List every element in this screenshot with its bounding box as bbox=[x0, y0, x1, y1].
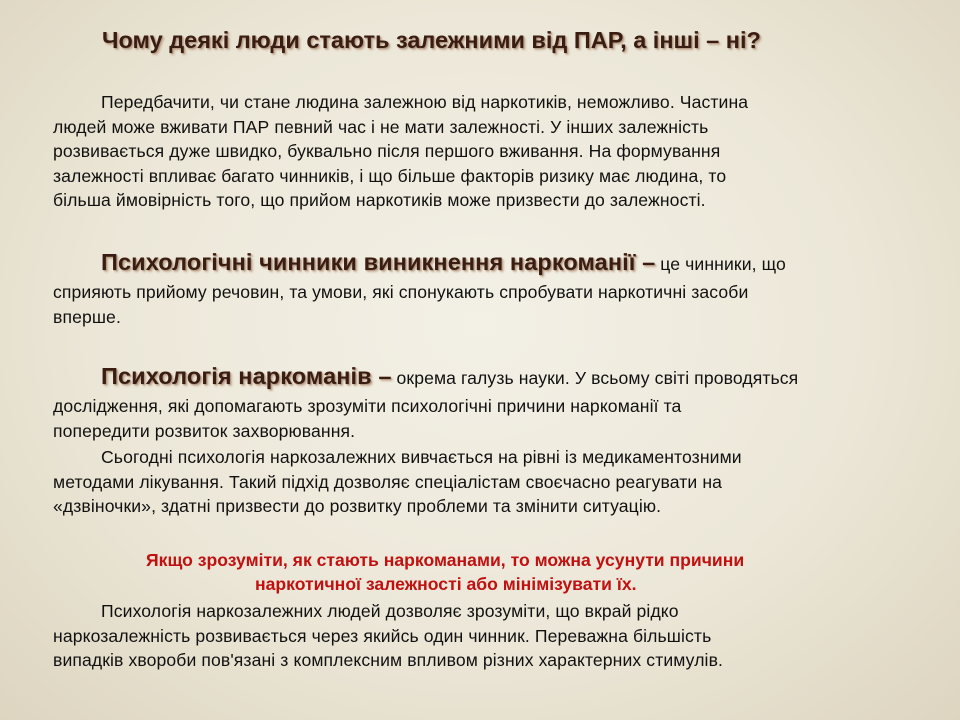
text-run: це чинники, що bbox=[655, 254, 786, 274]
text-line: «дзвіночки», здатні призвести до розвитку проблеми та змінити ситуацію. bbox=[53, 496, 662, 517]
paragraph-conclusion bbox=[53, 599, 913, 673]
paragraph-psychological-factors bbox=[53, 250, 913, 329]
text-run: окрема галузь науки. У всьому світі проводяться bbox=[391, 368, 799, 388]
text-line: сприяють прийому речовин, та умови, які спонукають спробувати наркотичні засоби bbox=[53, 282, 749, 302]
text-line: людей може вживати ПАР певний час і не мати залежності. У інших залежність bbox=[53, 116, 709, 137]
paragraph-psychology-of-addicts bbox=[53, 364, 913, 443]
text-line: наркозалежність розвивається через якийсь один чинник. Переважна більшість bbox=[53, 625, 712, 646]
text-line: випадків хвороби пов'язані з комплексним впливом різних характерних стимулів. bbox=[53, 650, 723, 671]
slide-title: Чому деякі люди стають залежними від ПАР, а інші – ні? bbox=[102, 27, 761, 53]
text-line: дослідження, які допомагають зрозуміти психологічні причини наркоманії та bbox=[53, 396, 682, 416]
highlight-line: наркотичної залежності або мінімізувати їх. bbox=[255, 574, 637, 594]
text-line: розвивається дуже швидко, буквально після першого вживання. На формування bbox=[53, 141, 721, 162]
text-line: попередити розвиток захворювання. bbox=[53, 420, 356, 441]
text-line bbox=[53, 250, 913, 280]
section-heading: Психологічні чинники виникнення наркоманії – bbox=[101, 249, 656, 275]
text-line: Передбачити, чи стане людина залежною від наркотиків, неможливо. Частина bbox=[101, 92, 749, 112]
text-line: вперше. bbox=[53, 306, 121, 327]
text-line: методами лікування. Такий підхід дозволяє спеціалістам своєчасно реагувати на bbox=[53, 471, 723, 492]
text-line bbox=[53, 364, 913, 394]
paragraph-today bbox=[53, 445, 913, 519]
paragraph-intro bbox=[53, 90, 913, 213]
text-line: Сьогодні психологія наркозалежних вивчається на рівні із медикаментозними bbox=[101, 447, 742, 467]
text-line: більша ймовірність того, що прийом наркотиків може призвести до залежності. bbox=[53, 190, 706, 211]
text-line: Психологія наркозалежних людей дозволяє зрозуміти, що вкрай рідко bbox=[101, 601, 679, 621]
highlight-line: Якщо зрозуміти, як стають наркоманами, то можна усунути причини bbox=[146, 550, 745, 570]
text-line: залежності впливає багато чинників, і що більше факторів ризику має людина, то bbox=[53, 165, 727, 186]
section-heading: Психологія наркоманів – bbox=[101, 363, 392, 389]
